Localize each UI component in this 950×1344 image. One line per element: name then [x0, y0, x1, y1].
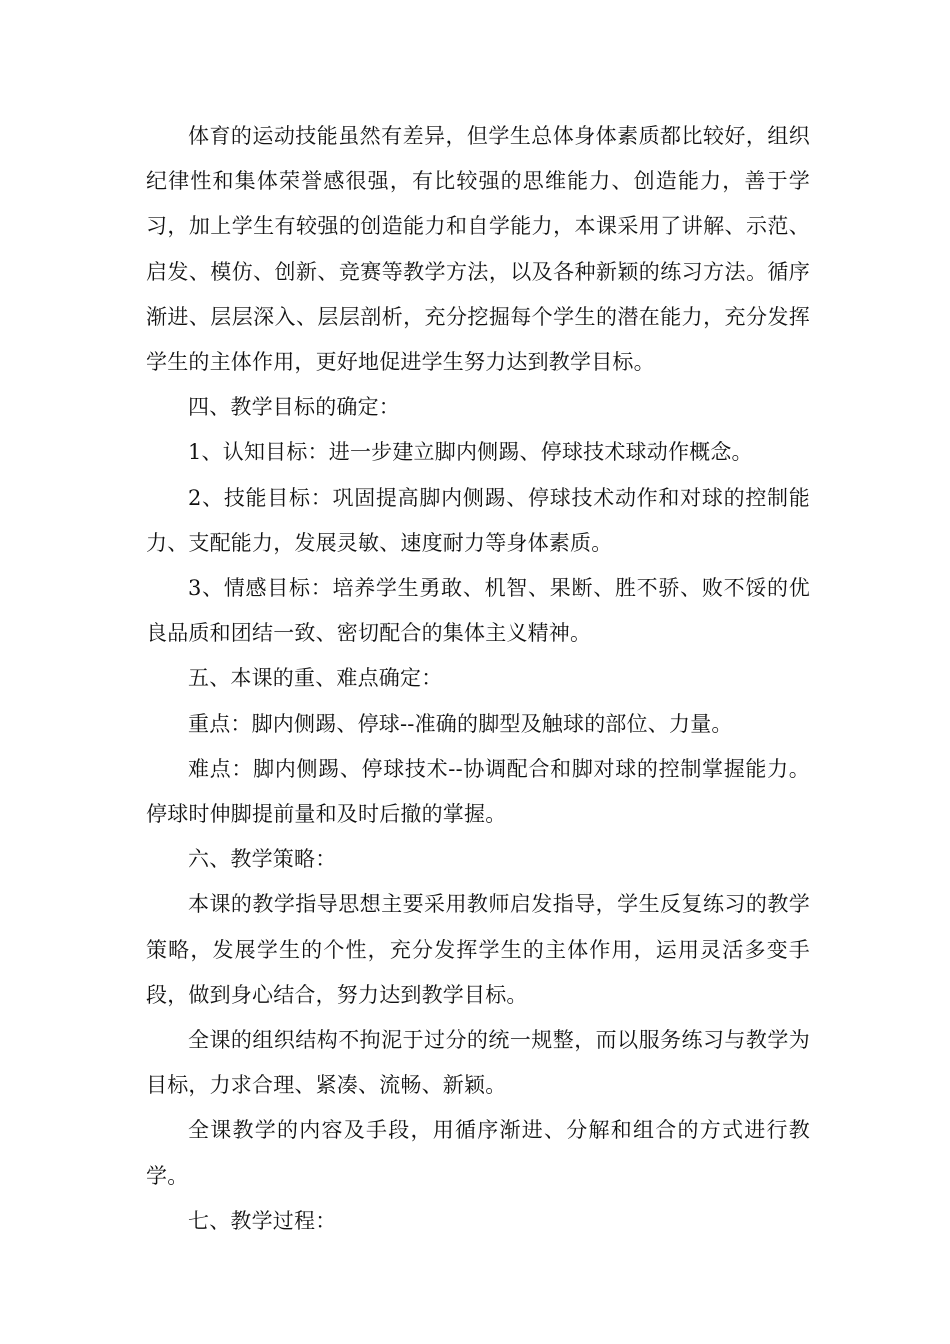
section-heading-teaching-strategy: 六、教学策略： — [188, 847, 337, 872]
section-heading-teaching-process: 七、教学过程： — [188, 1208, 337, 1233]
paragraph-key-point: 重点：脚内侧踢、停球--准确的脚型及触球的部位、力量。 — [188, 711, 733, 736]
section-heading-key-difficult-points: 五、本课的重、难点确定： — [188, 666, 443, 691]
paragraph-teaching-methods: 体育的运动技能虽然有差异，但学生总体身体素质都比较好，组织纪律性和集体荣誉感很强，有比较强的思维能力、创造能力，善于学习，加上学生有较强的创造能力和自学能力，本课采用了讲解、示范、启发、模仿、创新、竞赛等教学方法，以及各种新颖的练习方法。循序渐进、层层深入、层层剖析，充分挖掘每个学生的潜在能力，充分发挥学生的主体作用，更好地促进学生努力达到教学目标。 — [146, 124, 810, 375]
section-heading-teaching-objectives: 四、教学目标的确定： — [188, 395, 400, 420]
paragraph-strategy-content: 全课教学的内容及手段，用循序渐进、分解和组合的方式进行教学。 — [146, 1118, 810, 1188]
paragraph-strategy-structure: 全课的组织结构不拘泥于过分的统一规整，而以服务练习与教学为目标，力求合理、紧凑、流畅、新颖。 — [146, 1028, 810, 1098]
paragraph-skill-objective: 2、技能目标：巩固提高脚内侧踢、停球技术动作和对球的控制能力、支配能力，发展灵敏、速度耐力等身体素质。 — [146, 485, 810, 555]
paragraph-cognitive-objective: 1、认知目标：进一步建立脚内侧踢、停球技术球动作概念。 — [188, 440, 753, 465]
paragraph-strategy-guidance: 本课的教学指导思想主要采用教师启发指导，学生反复练习的教学策略，发展学生的个性，充分发挥学生的主体作用，运用灵活多变手段，做到身心结合，努力达到教学目标。 — [146, 892, 810, 1007]
paragraph-difficult-point: 难点：脚内侧踢、停球技术--协调配合和脚对球的控制掌握能力。停球时伸脚提前量和及时后撤的掌握。 — [146, 756, 810, 827]
paragraph-affective-objective: 3、情感目标：培养学生勇敢、机智、果断、胜不骄、败不馁的优良品质和团结一致、密切配合的集体主义精神。 — [146, 576, 810, 646]
document-body — [146, 114, 810, 1244]
